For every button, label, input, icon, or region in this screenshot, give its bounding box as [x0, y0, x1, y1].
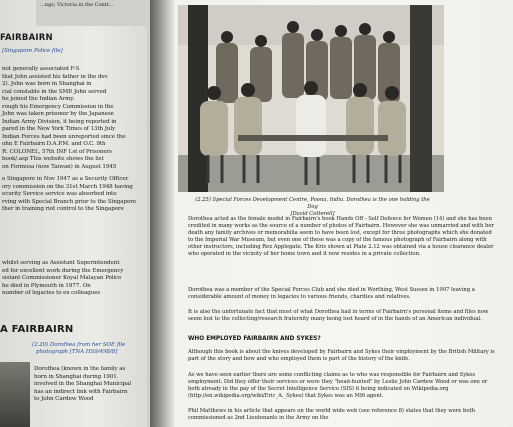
left-text-line: ther in training riot control to the Singapore: [2, 206, 124, 212]
left-page: [0, 0, 170, 427]
left-text-line: on Formosa (now Taiwan) in August 1945: [2, 163, 117, 170]
left-text-line: o Singapore in Nov 1947 as a Security Officer: [2, 176, 129, 182]
left-text-line: not generally associated F-S: [2, 66, 80, 72]
section-heading: WHO EMPLOYED FAIRBAIRN AND SYKES?: [188, 336, 321, 342]
left-text-line: Indian Forces had been unreported since the: [2, 133, 126, 140]
left-text-line: rough his Emergency Commission in the: [2, 103, 114, 110]
left-text-line: R. COLONEL, 57th INF I.st of Prisoners: [2, 148, 112, 155]
corner-snippet-line: ...ngs; Victoria in the Contr...: [40, 2, 114, 8]
dorothea-portrait-photo: [0, 362, 30, 427]
left-text-line: ohn E Fairbairn D.A.P.M. and O.C. 9th: [2, 141, 106, 147]
left-text-line: has an indirect link with Fairbairn: [34, 388, 128, 395]
group-photo-image: [178, 5, 444, 192]
left-text-line: whilst serving as Assistant Superintendent: [2, 260, 120, 266]
left-text-line: involved in the Shanghai Municipal: [34, 381, 132, 387]
left-heading-top: FAIRBAIRN: [0, 33, 53, 43]
left-text-line: to John Cardew Wood: [34, 396, 94, 402]
left-text-line: ed for excellent work during the Emergency: [2, 267, 124, 274]
group-photograph: [178, 5, 444, 192]
paragraph-6: Phil Matthews in his article that appears on the world wide web (see reference 8) states that they were both commissioned as 2nd Lieutenants in the Army on the: [188, 408, 475, 422]
left-text-line: that John assisted his father in the dev: [2, 73, 108, 80]
left-text-line: pared in the New York Times of 13th July: [2, 126, 116, 132]
left-text-line: 2). John was born in Shanghai in: [2, 81, 92, 87]
paragraph-2: Dorothea was a member of the Special Forces Club and she died in Worthing, West Sussex in 1997 leaving a considerable amount of money in legacies to various friends, charities and relatives.: [188, 287, 475, 301]
left-text-line: cial constable in the SMP. John served: [2, 88, 107, 95]
left-text-line: he joined the Indian Army.: [2, 96, 75, 102]
photo-caption-line: (2.25) Special Forces Development Centre, Poona, India. Dorothea is the one holding the Dog: [195, 197, 430, 210]
left-text-line: Dorothea (known in the family as: [34, 366, 126, 372]
paragraph-5: As we have seen earlier there are some conflicting claims as to who was responsible for Fairbairn and Sykes employment. Did they offer their services or were they "head-hunted" by Leslie John Cardew Wood or was one or both already in the pay of the Secret Intelligence Service (SIS) it being indicated on Wikipedia.org (http://en.wikipedia.org/wiki/Eric_A._Sykes) that Sykes was an MI6 agent.: [188, 372, 488, 400]
left-text-line: he died in Plymouth in 1977. On: [2, 282, 91, 289]
left-subtitle: [Singapore Police file]: [2, 48, 63, 54]
paragraph-3: It is also the unfortunate fact that most of what Dorothea had in terms of Fairbairn's personal items and files now seem lost to the collecting/research fraternity many being lost heard of in the hands of an American individual.: [188, 309, 489, 323]
left-bottom-caption-1: (2.20) Dorothea from her SOE file: [32, 342, 126, 348]
photo-caption: [195, 197, 430, 218]
left-heading-bottom: A FAIRBAIRN: [0, 324, 74, 335]
book-gutter-shadow: [150, 0, 174, 427]
left-text-line: John was taken prisoner by the Japanese: [2, 111, 114, 117]
left-bottom-caption-2: photograph [TNA HS9/498/8]: [36, 349, 118, 355]
left-text-line: book/.asp This website shows the list: [2, 156, 104, 162]
left-text-line: born in Shanghai during 1901.: [34, 373, 119, 380]
corner-snippet: [36, 0, 146, 26]
photo-caption-credit: [David Cotterell]: [290, 211, 335, 217]
left-text-line: Indian Army Division, it being reported in: [2, 118, 117, 125]
left-text-line: sistant Commissioner Koyal Malayan Police: [2, 275, 122, 281]
left-text-line: rving with Special Branch prior to the Singapore: [2, 198, 137, 205]
left-text-line: number of legacies to ex colleagues: [2, 290, 101, 296]
paragraph-4: Although this book is about the knives developed by Fairbairn and Sykes their employment by the British Military is part of the story and how and who employed them is part of the history of the knife.: [188, 349, 495, 363]
paragraph-1: Dorothea acted as the female model in Fairbairn's book Hands Off - Self Defence for Women (14) and she has been credited in many works as the source of a number of photos of Fairbairn. However she was unmarried and with her death any family archives or memorabilia seem to have been lost, except for three photographs which she donated to the Imperial War Museum, but even one of these was a copy of the famous photograph of Fairbairn along with other instructors, including Rex Applegate. The Kris shown at Plate 2.12 was obtained via a house clearance dealer who operated in the vicinity of her home town and it now resides in a private collection.: [188, 216, 494, 258]
left-text-line: ory commission on the 31st March 1948 having: [2, 183, 133, 190]
left-text-line: ecurity Service service was absorbed into: [2, 191, 117, 197]
